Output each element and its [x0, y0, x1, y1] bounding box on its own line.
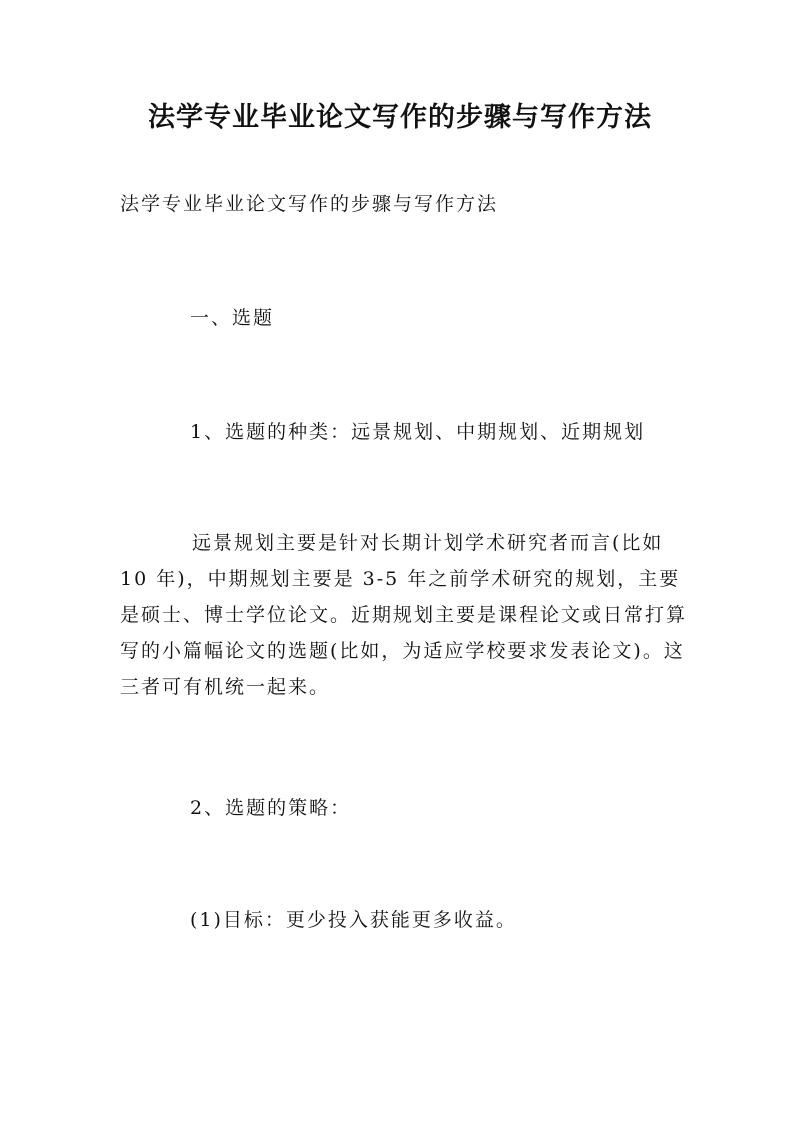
- sub-item-goal: (1)目标：更少投入获能更多收益。: [190, 909, 517, 931]
- section-heading-selecting-topic: 一、选题: [190, 307, 275, 329]
- item-heading-topic-strategy: 2、选题的策略：: [190, 797, 352, 819]
- paragraph-topic-types: 远景规划主要是针对长期计划学术研究者而言(比如 10 年)，中期规划主要是 3-5 年之前学术研究的规划，主要是硕士、博士学位论文。近期规划主要是课程论文或日常打算写的小篇幅论文的选题(比如，为适应学校要求发表论文)。这三者可有机统一起来。: [120, 532, 688, 698]
- document-title: 法学专业毕业论文写作的步骤与写作方法: [148, 102, 652, 133]
- document-subtitle: 法学专业毕业论文写作的步骤与写作方法: [120, 193, 499, 215]
- item-heading-topic-types: 1、选题的种类：远景规划、中期规划、近期规划: [190, 421, 646, 443]
